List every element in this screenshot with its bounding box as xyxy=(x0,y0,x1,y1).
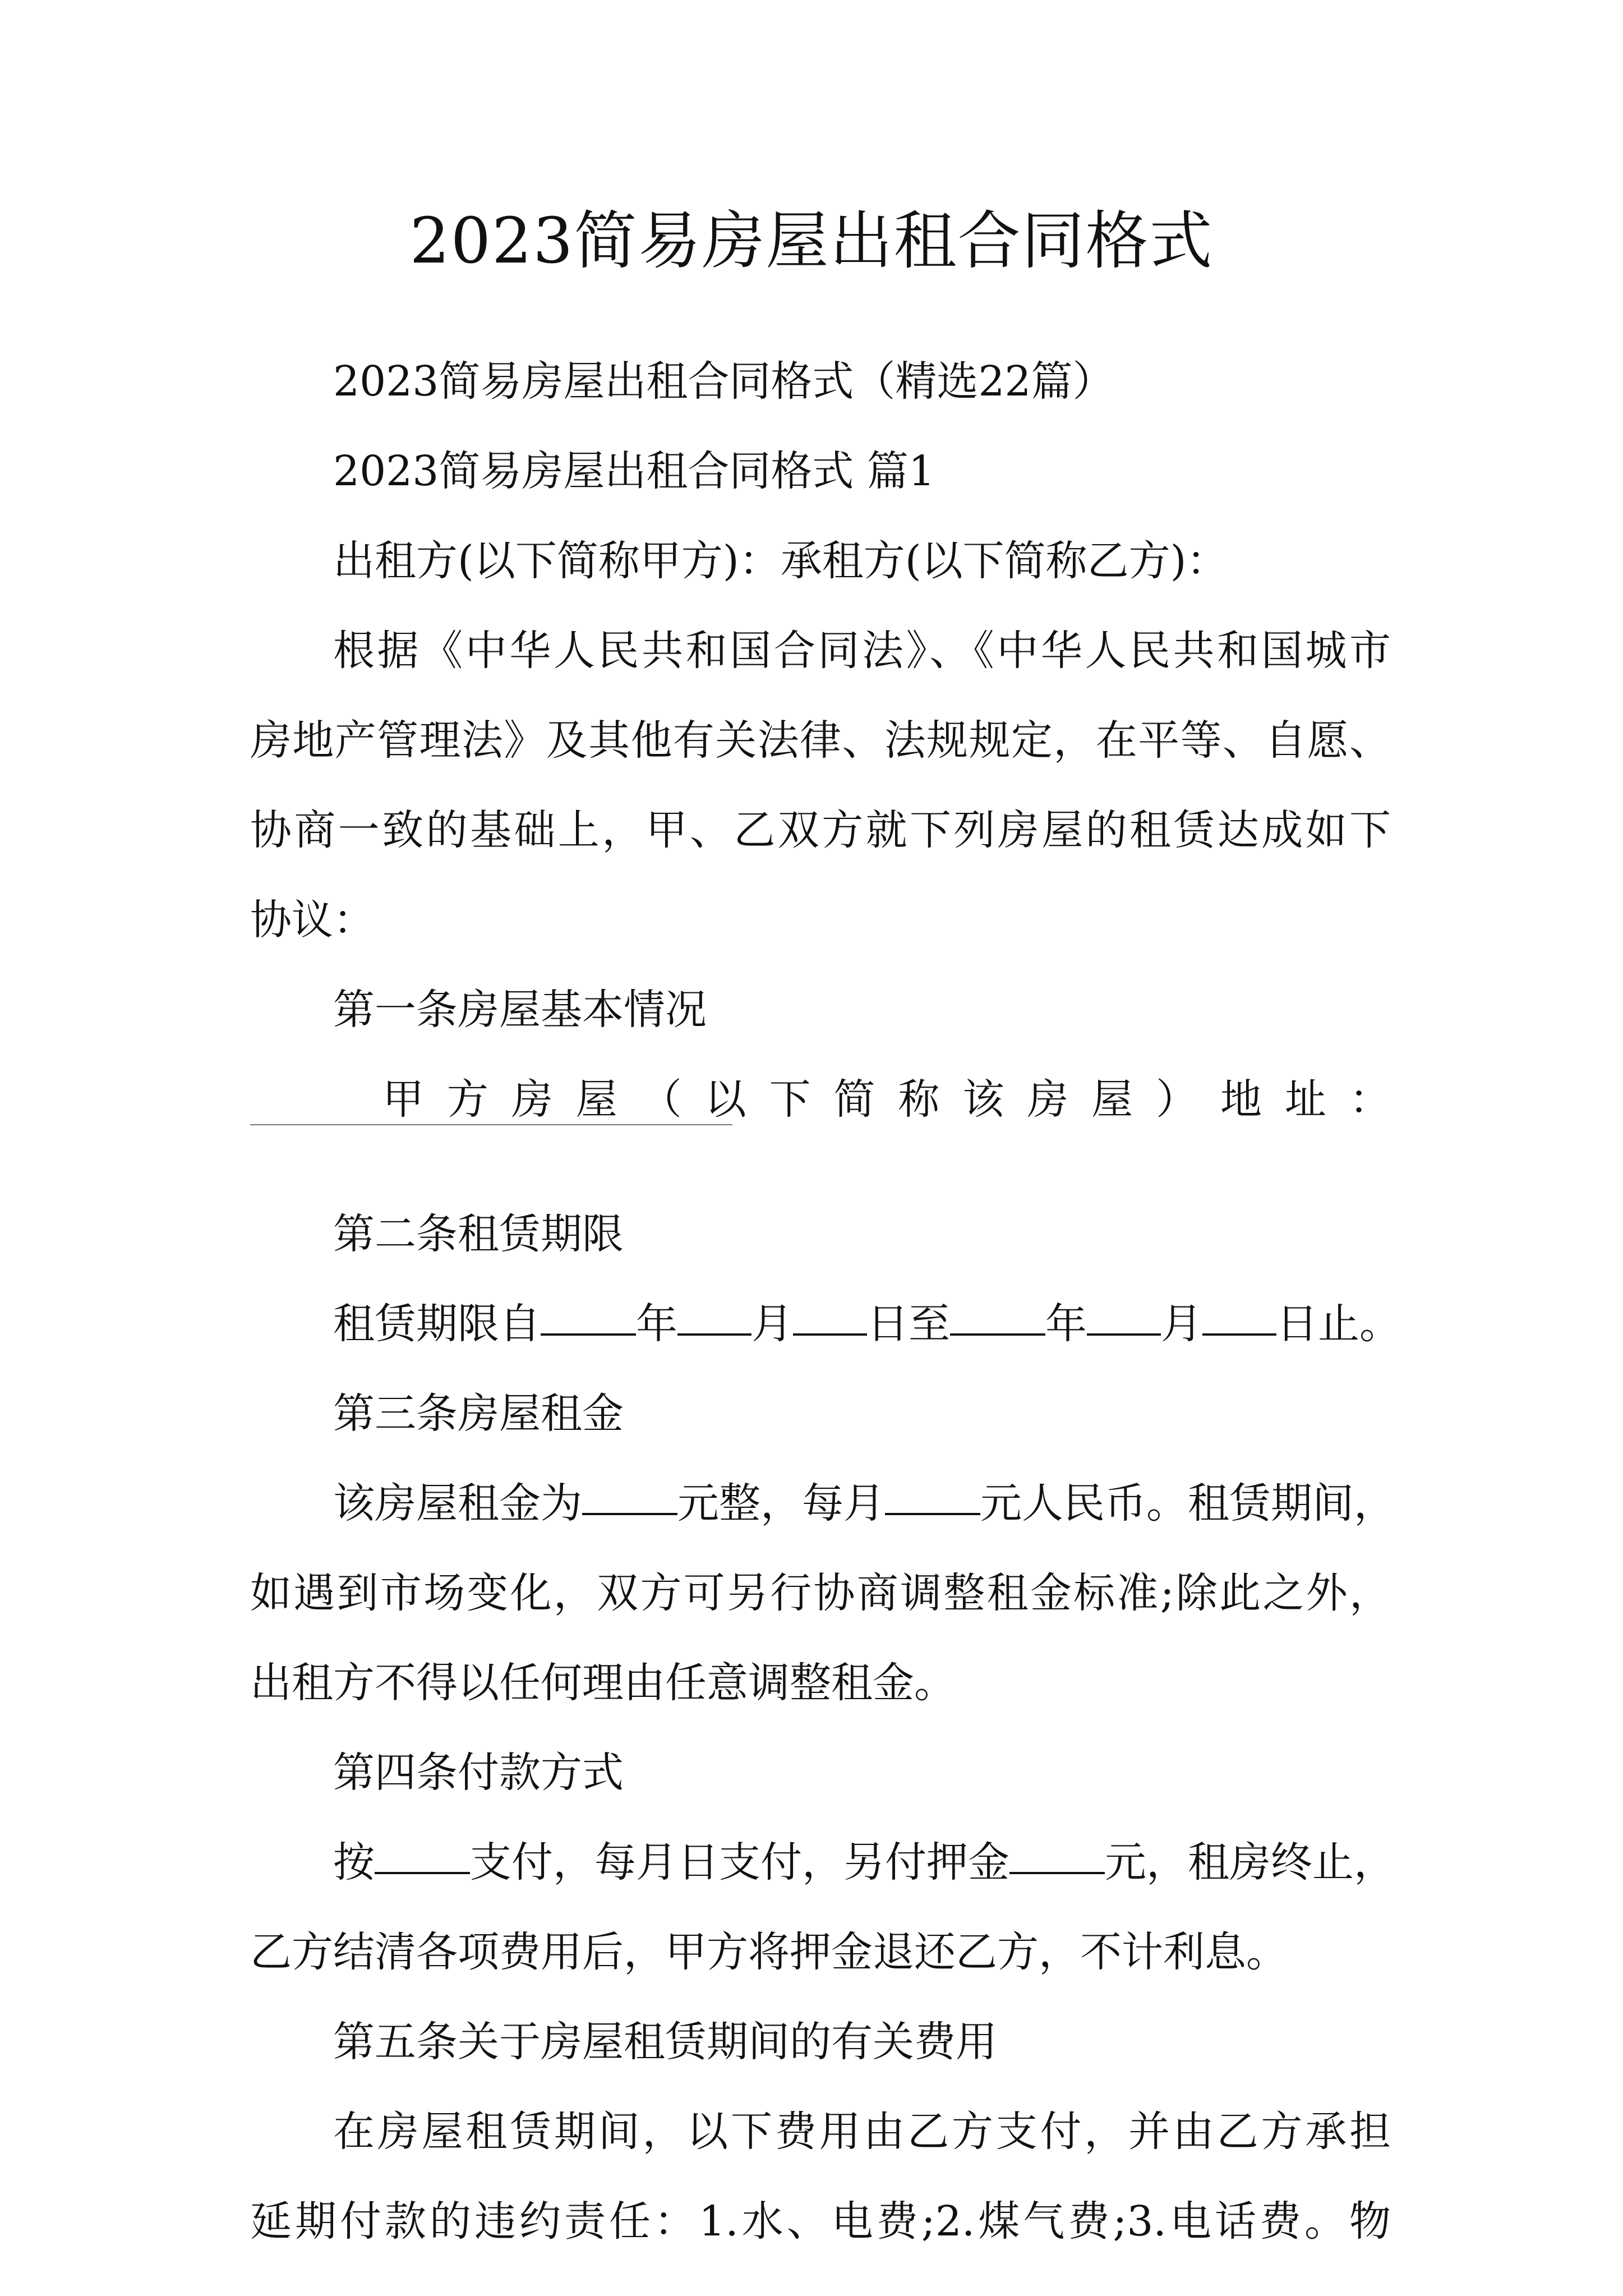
address-char: 甲 xyxy=(382,1075,424,1124)
article-four-heading: 第四条付款方式 xyxy=(333,1749,624,1797)
address-char: 以 xyxy=(704,1075,746,1124)
lease-term-prefix: 租赁期限自 xyxy=(333,1300,541,1348)
blank-spacer xyxy=(250,1122,1391,1212)
paragraph-line: 延期付款的违约责任：1.水、电费;2.煤气费;3.电话费。物 xyxy=(250,2197,1391,2246)
address-char: 地 xyxy=(1220,1075,1262,1124)
address-char: 址 xyxy=(1284,1075,1326,1124)
rent-text: 元整，每月 xyxy=(677,1479,885,1527)
month-start-blank xyxy=(677,1333,751,1336)
parties-line: 出租方(以下简称甲方)：承租方(以下简称乙方)： xyxy=(333,537,1228,585)
address-char: 下 xyxy=(769,1075,811,1124)
paragraph-line: 在房屋租赁期间，以下费用由乙方支付，并由乙方承担 xyxy=(333,2108,1391,2156)
address-char: 称 xyxy=(898,1075,940,1124)
year-end-blank xyxy=(950,1333,1045,1336)
payment-line xyxy=(250,1838,1395,1887)
day-end-blank xyxy=(1202,1333,1276,1336)
address-char: 屋 xyxy=(1091,1075,1133,1124)
payment-text: 支付，每月日支付，另付押金 xyxy=(470,1838,1009,1887)
rent-total-blank xyxy=(582,1513,677,1515)
year-label: 年 xyxy=(636,1300,677,1348)
lease-term-line xyxy=(250,1300,1401,1348)
address-char: 屋 xyxy=(575,1075,617,1124)
paragraph-line: 协商一致的基础上，甲、乙双方就下列房屋的租赁达成如下 xyxy=(250,806,1391,854)
address-line xyxy=(250,1077,1391,1122)
article-two-heading: 第二条租赁期限 xyxy=(333,1210,624,1258)
address-char: 房 xyxy=(511,1075,553,1124)
payment-text: 元，租房终止， xyxy=(1105,1838,1395,1887)
section-heading: 2023简易房屋出租合同格式 篇1 xyxy=(333,447,935,495)
paragraph-line: 房地产管理法》及其他有关法律、法规规定，在平等、自愿、 xyxy=(250,716,1391,765)
address-char: 该 xyxy=(962,1075,1004,1124)
paragraph-line: 乙方结清各项费用后，甲方将押金退还乙方，不计利息。 xyxy=(250,1928,1288,1976)
day-start-blank xyxy=(793,1333,867,1336)
document-body xyxy=(250,357,1401,2246)
month-end-blank xyxy=(1087,1333,1161,1336)
rent-text: 元人民币。租赁期间， xyxy=(980,1479,1395,1527)
document-title: 2023简易房屋出租合同格式 xyxy=(409,205,1214,278)
rent-line xyxy=(250,1479,1395,1527)
article-one-heading: 第一条房屋基本情况 xyxy=(333,986,707,1034)
article-three-heading: 第三条房屋租金 xyxy=(333,1389,624,1438)
year-start-blank xyxy=(541,1333,636,1336)
paragraph-line: 如遇到市场变化，双方可另行协商调整租金标准;除此之外， xyxy=(250,1569,1391,1617)
year-label: 年 xyxy=(1045,1300,1087,1348)
address-char: （ xyxy=(640,1075,682,1124)
article-five-heading: 第五条关于房屋租赁期间的有关费用 xyxy=(333,2018,997,2066)
day-to-label: 日至 xyxy=(867,1300,950,1348)
day-end-label: 日止。 xyxy=(1276,1300,1401,1348)
subtitle-selection: 2023简易房屋出租合同格式（精选22篇） xyxy=(333,357,1114,406)
address-blank-line xyxy=(250,1124,732,1125)
deposit-blank xyxy=(1009,1872,1105,1874)
month-label: 月 xyxy=(1161,1300,1202,1348)
paragraph-line: 根据《中华人民共和国合同法》、《中华人民共和国城市 xyxy=(333,627,1391,675)
address-char: 简 xyxy=(833,1075,875,1124)
payment-text: 按 xyxy=(333,1838,375,1887)
paragraph-line: 出租方不得以任何理由任意调整租金。 xyxy=(250,1659,956,1707)
rent-text: 该房屋租金为 xyxy=(333,1479,582,1527)
address-char: ） xyxy=(1156,1075,1198,1124)
address-char: ： xyxy=(1349,1075,1391,1124)
address-char: 房 xyxy=(1027,1075,1069,1124)
monthly-rent-blank xyxy=(885,1513,980,1515)
address-char: 方 xyxy=(446,1075,488,1124)
paragraph-line: 协议： xyxy=(250,896,375,944)
month-label: 月 xyxy=(751,1300,793,1348)
payment-method-blank xyxy=(375,1872,470,1874)
